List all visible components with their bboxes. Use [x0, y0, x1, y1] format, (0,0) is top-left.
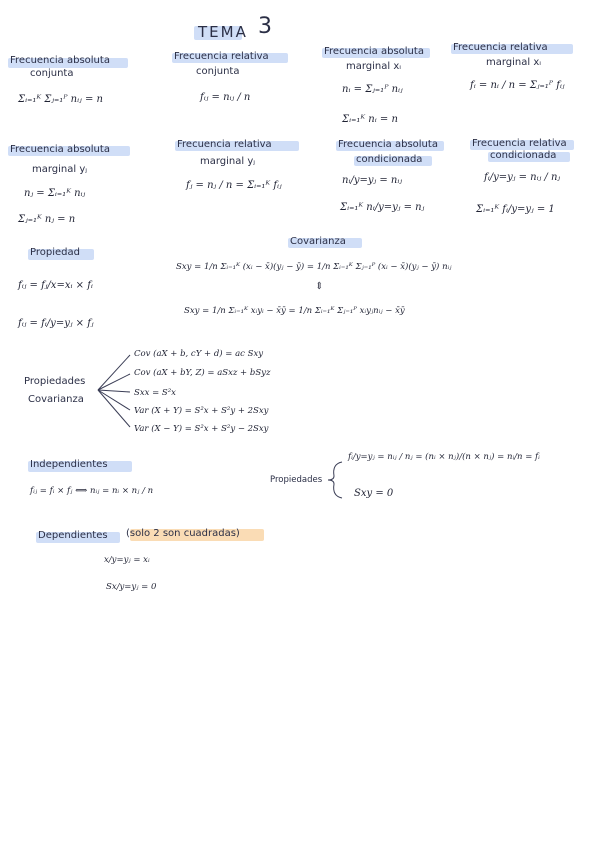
fr-marginal-x-heading-1: Frecuencia relativa: [453, 42, 548, 53]
fr-marginal-y-heading-1: Frecuencia relativa: [177, 139, 272, 150]
independientes-prop-1: fᵢ/y=yⱼ = nᵢⱼ / nⱼ = (nᵢ × nⱼ)/(n × nⱼ) = nᵢ/n = fᵢ: [348, 452, 540, 462]
fr-condicionada-heading-2: condicionada: [490, 150, 557, 161]
fr-condicionada-heading-1: Frecuencia relativa: [472, 138, 567, 149]
dependientes-formula-2: Sx/y=yⱼ = 0: [106, 582, 157, 592]
independientes-formula: fᵢⱼ = fᵢ × fⱼ ⟺ nᵢⱼ = nᵢ × nⱼ / n: [30, 486, 154, 496]
prop-covarianza-item-2: Cov (aX + bY, Z) = aSxz + bSyz: [134, 368, 271, 378]
dependientes-note: (solo 2 son cuadradas): [126, 528, 240, 539]
prop-covarianza-heading-2: Covarianza: [28, 394, 84, 405]
title-number: 3: [258, 14, 272, 39]
dependientes-formula-1: x/y=yⱼ = xᵢ: [104, 555, 150, 565]
fa-marginal-x-formula-1: nᵢ = Σⱼ₌₁ᴾ nᵢⱼ: [342, 84, 403, 95]
fa-marginal-x-formula-2: Σᵢ₌₁ᴷ nᵢ = n: [342, 114, 398, 125]
fr-conjunta-heading-1: Frecuencia relativa: [174, 51, 269, 62]
propiedad-heading: Propiedad: [30, 247, 80, 258]
fr-marginal-y-heading-2: marginal yⱼ: [200, 156, 256, 167]
covarianza-formula-2: Sxy = 1/n Σᵢ₌₁ᴷ xᵢyᵢ − x̄ȳ = 1/n Σᵢ₌₁ᴷ Σⱼ₌₁ᴾ xᵢyⱼnᵢⱼ − x̄ȳ: [184, 306, 405, 316]
fr-marginal-y-formula: fⱼ = nⱼ / n = Σᵢ₌₁ᴷ fᵢⱼ: [186, 180, 282, 191]
fa-marginal-y-heading-1: Frecuencia absoluta: [10, 144, 110, 155]
fa-marginal-x-heading-1: Frecuencia absoluta: [324, 46, 424, 57]
independientes-prop-heading: Propiedades: [270, 475, 323, 485]
propiedad-formula-2: fᵢⱼ = fᵢ/y=yⱼ × fⱼ: [18, 318, 94, 329]
fr-condicionada-formula-1: fᵢ/y=yⱼ = nᵢⱼ / nⱼ: [484, 172, 561, 183]
fr-condicionada-formula-2: Σᵢ₌₁ᴷ fᵢ/y=yⱼ = 1: [476, 204, 555, 215]
fa-marginal-y-formula-2: Σⱼ₌₁ᴷ nⱼ = n: [18, 214, 76, 225]
fa-condicionada-heading-2: condicionada: [356, 154, 423, 165]
fa-conjunta-formula: Σᵢ₌₁ᴷ Σⱼ₌₁ᴾ nᵢⱼ = n: [18, 94, 103, 105]
dependientes-heading: Dependientes: [38, 530, 108, 541]
fa-marginal-x-heading-2: marginal xᵢ: [346, 61, 402, 72]
fa-condicionada-heading-1: Frecuencia absoluta: [338, 139, 438, 150]
prop-covarianza-item-1: Cov (aX + b, cY + d) = ac Sxy: [134, 349, 264, 359]
brace: [326, 460, 344, 500]
prop-covarianza-item-5: Var (X − Y) = S²x + S²y − 2Sxy: [134, 424, 269, 434]
fa-marginal-y-formula-1: nⱼ = Σᵢ₌₁ᴷ nᵢⱼ: [24, 188, 86, 199]
covarianza-formula-1: Sxy = 1/n Σᵢ₌₁ᴷ (xᵢ − x̄)(yⱼ − ȳ) = 1/n Σᵢ₌₁ᴷ Σⱼ₌₁ᴾ (xᵢ − x̄)(yⱼ − ȳ) nᵢⱼ: [176, 262, 452, 272]
prop-covarianza-heading-1: Propiedades: [24, 376, 86, 387]
fa-conjunta-heading-1: Frecuencia absoluta: [10, 55, 110, 66]
independientes-heading: Independientes: [30, 459, 108, 470]
fr-conjunta-heading-2: conjunta: [196, 66, 240, 77]
prop-covarianza-item-4: Var (X + Y) = S²x + S²y + 2Sxy: [134, 406, 269, 416]
fa-conjunta-heading-2: conjunta: [30, 68, 74, 79]
fa-condicionada-formula-1: nᵢ/y=yⱼ = nᵢⱼ: [342, 175, 402, 186]
fr-marginal-x-formula: fᵢ = nᵢ / n = Σⱼ₌₁ᴾ fᵢⱼ: [470, 80, 565, 91]
fr-conjunta-formula: fᵢⱼ = nᵢⱼ / n: [200, 92, 251, 103]
covarianza-heading: Covarianza: [290, 236, 346, 247]
title-tema: TEMA: [198, 23, 248, 41]
propiedad-formula-1: fᵢⱼ = fⱼ/x=xᵢ × fᵢ: [18, 280, 93, 291]
fr-marginal-x-heading-2: marginal xᵢ: [486, 57, 542, 68]
prop-covarianza-item-3: Sxx = S²x: [134, 388, 176, 398]
branch-arrows: [94, 350, 134, 430]
covarianza-equivalence: ⇕: [315, 281, 324, 292]
fa-marginal-y-heading-2: marginal yⱼ: [32, 164, 88, 175]
fa-condicionada-formula-2: Σᵢ₌₁ᴷ nᵢ/y=yⱼ = nⱼ: [340, 202, 425, 213]
independientes-prop-2: Sxy = 0: [354, 488, 394, 499]
